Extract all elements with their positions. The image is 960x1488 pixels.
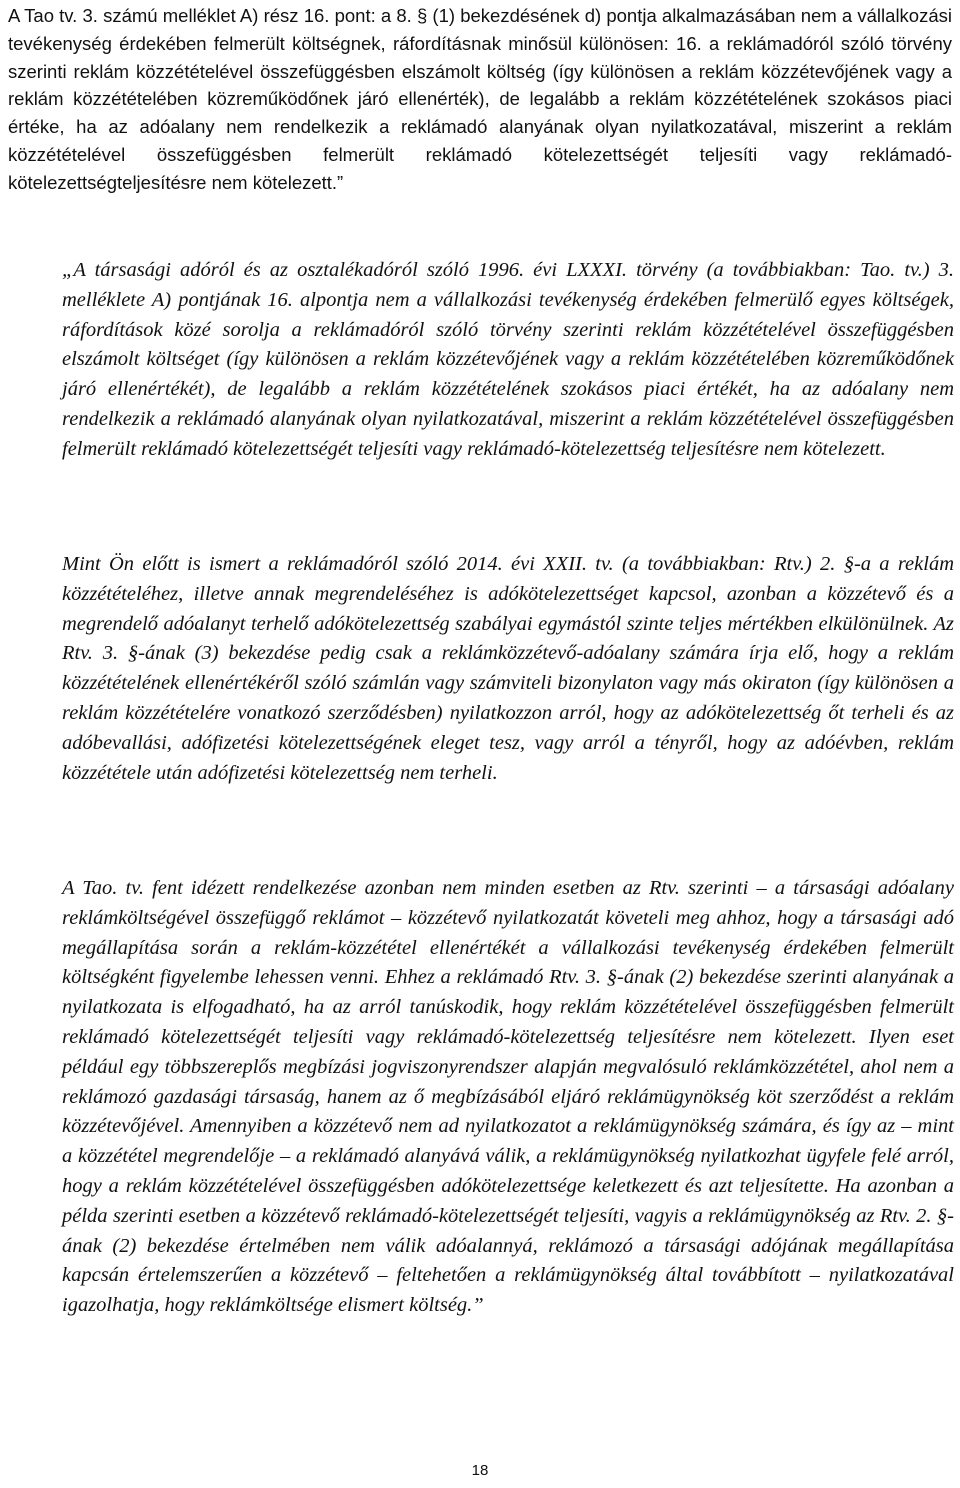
intro-paragraph: A Tao tv. 3. számú melléklet A) rész 16. pont: a 8. § (1) bekezdésének d) pontja alkalmazásában nem a vállalkozási tevékenység érdekében felmerült költségnek, ráfordításnak minősül különösen: 16. a reklámadóról szóló törvény szerinti reklám közzétételével összefüggésben elszámolt költség (így különösen a reklám közzétevőjének vagy a reklám közzétételében közreműködőnek járó ellenérték), de legalább a reklám közzétételének szokásos piaci értéke, ha az adóalany nem rendelkezik a reklámadó alanyának olyan nyilatkozatával, miszerint a reklám közzétételével összefüggésben felmerült reklámadó kötelezettségét teljesíti vagy reklámadó-kötelezettségteljesítésre nem kötelezett.”	[8, 5, 952, 193]
quoted-paragraph-conclusion: A Tao. tv. fent idézett rendelkezése azonban nem minden esetben az Rtv. szerinti – a társasági adóalany reklámköltségével összefüggő reklámot – közzétevő nyilatkozatát követeli meg ahhoz, hogy a társasági adó megállapítása során a reklám-közzététel ellenértékét a vállalkozási tevékenység érdekében felmerült költségként figyelembe lehessen venni. Ehhez a reklámadó Rtv. 3. §-ának (2) bekezdése szerinti alanyának a nyilatkozata is elfogadható, ha az arról tanúskodik, hogy reklám közzétételével összefüggésben felmerült reklámadó kötelezettségét teljesíti vagy reklámadó-kötelezettség teljesítésre nem kötelezett. Ilyen eset például egy többszereplős megbízási jogviszonyrendszer alapján megvalósuló reklámközzététel, ahol nem a reklámozó gazdasági társaság, hanem az ő megbízásából eljáró reklámügynökség köt szerződést a reklám közzétevőjével. Amennyiben a közzétevő nem ad nyilatkozatot a reklámügynökség számára, és így az – mint a közzététel megrendelője – a reklámadó alanyává válik, a reklámügynökség nyilatkozhat ügyfele felé arról, hogy a reklám közzétételével összefüggésben adókötelezettsége keletkezett és azt teljesítette. Ha azonban a példa szerinti esetben a közzétevő reklámadó-kötelezettségét teljesíti, vagyis a reklámügynökség az Rtv. 2. §-ának (2) bekezdése értelmében nem válik adóalannyá, reklámozó a társasági adójának megállapítása kapcsán értelemszerűen a közzétevő – feltehetően a reklámügynökség által továbbított – nyilatkozatával igazolhatja, hogy reklámköltsége elismert költség.”	[62, 877, 954, 1317]
quoted-paragraph-tao: „A társasági adóról és az osztalékadóról szóló 1996. évi LXXXI. törvény (a továbbiakban: Tao. tv.) 3. melléklete A) pontjának 16. alpontja nem a vállalkozási tevékenység érdekében felmerülő egyes költségek, ráfordítások közé sorolja a reklámadóról szóló törvény szerinti reklám közzétételével összefüggésben elszámolt költséget (így különösen a reklám közzétevőjének vagy a reklám közzétételében közreműködőnek járó ellenértékét), de legalább a reklám közzétételének szokásos piaci értékét, ha az adóalany nem rendelkezik a reklámadó alanyának olyan nyilatkozatával, miszerint a reklám közzétételével összefüggésben felmerült reklámadó kötelezettségét teljesíti vagy reklámadó-kötelezettség teljesítésre nem kötelezett.	[62, 259, 954, 460]
quoted-paragraph-rtv: Mint Ön előtt is ismert a reklámadóról szóló 2014. évi XXII. tv. (a továbbiakban: Rtv.) 2. §-a a reklám közzétételéhez, illetve annak megrendeléséhez is adókötelezettséget kapcsol, azonban a közzétevő és a megrendelő adóalanyt terhelő adókötelezettség szabályai egymástól szinte teljes mértékben elkülönülnek. Az Rtv. 3. §-ának (3) bekezdése pedig csak a reklámközzétevő-adóalany számára írja elő, hogy a reklám közzétételének ellenértékéről szóló számlán vagy számviteli bizonylaton vagy más okiraton (így különösen a reklám közzétételére vonatkozó szerződésben) nyilatkozzon arról, hogy az adókötelezettség őt terheli és az adóbevallási, adófizetési kötelezettségének eleget tesz, vagy arról a tényről, hogy az adóévben, reklám közzététele után adófizetési kötelezettség nem terheli.	[62, 553, 954, 784]
page-number: 18	[471, 1462, 489, 1479]
